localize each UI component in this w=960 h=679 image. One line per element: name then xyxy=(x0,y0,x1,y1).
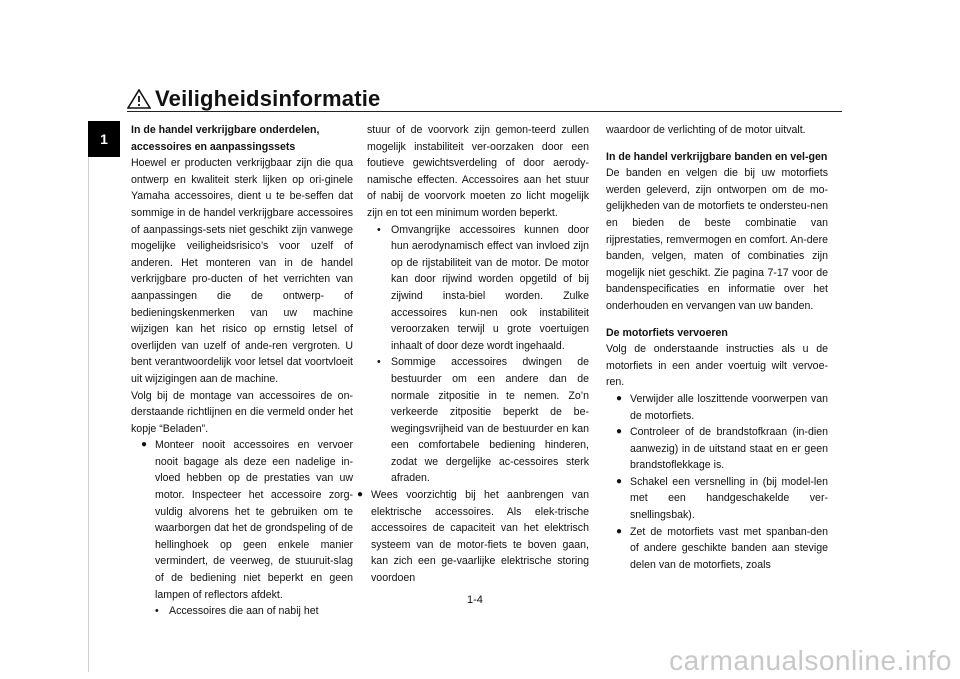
paragraph: Volg de onderstaande instructies als u de motorfiets in een ander voertuig wilt vervoe-ren. xyxy=(606,343,828,389)
dash-marker: • xyxy=(155,605,159,618)
list-item-text: Wees voorzichtig bij het aanbrengen van elektrische accessoires. Als elek-trische accessoires de capaciteit van het elektrisch systeem van de motor-fiets te boven gaan, kan zich een ge-vaarlijke elektrische storing voordoen xyxy=(371,489,589,585)
bullet-marker: ● xyxy=(616,525,623,537)
page-title xyxy=(127,86,380,112)
paragraph: Volg bij de montage van accessoires de on-derstaande richtlijnen en die vermeld onder het kopje “Beladen”. xyxy=(131,389,353,435)
chapter-tab: 1 xyxy=(88,121,120,157)
list-item xyxy=(616,391,828,424)
sub-list-item xyxy=(377,354,589,487)
section-heading-banden: In de handel verkrijgbare banden en vel-gen xyxy=(606,150,828,163)
title-text: Veiligheidsinformatie xyxy=(155,86,381,111)
section-heading-vervoeren: De motorfiets vervoeren xyxy=(606,326,728,339)
list-item-text: Sommige accessoires dwingen de bestuurder om een andere dan de normale zitpositie in te nemen. Zo’n verkeerde zitpositie beperkt de be-wegingsvrijheid van de bestuurder en kan een comfortabele bediening hinderen, zodat we dergelijke ac-cessoires sterk afraden. xyxy=(391,356,589,485)
dash-marker: • xyxy=(377,223,381,236)
list-item-text: Controleer of de brandstofkraan (in-dien aanwezig) in de uitstand staat en er geen brandstoflekkage is. xyxy=(630,426,828,472)
bullet-marker: ● xyxy=(141,439,148,451)
section-heading-accessoires: In de handel verkrijgbare onderdelen, accessoires en aanpassingssets xyxy=(131,124,320,153)
column-1 xyxy=(131,122,353,620)
list-item-text: Verwijder alle loszittende voorwerpen van de motorfiets. xyxy=(630,392,828,422)
list-item-text: Accessoires die aan of nabij het xyxy=(169,605,319,618)
paragraph: waardoor de verlichting of de motor uitvalt. xyxy=(606,124,806,136)
list-item xyxy=(616,424,828,474)
list-item xyxy=(357,487,589,587)
list-item-text: Omvangrijke accessoires kunnen door hun aerodynamisch effect van invloed zijn op de rijstabiliteit van de motor. De motor kan door rijwind worden opgetild of bij zijwind insta-biel worden. Zulke accessoires kun-nen ook instabiliteit veroorzaken terwijl u grote voertuigen inhaalt of door deze wordt ingehaald. xyxy=(391,223,589,352)
column-2 xyxy=(357,122,589,587)
bullet-marker: ● xyxy=(616,475,623,487)
sub-list-item xyxy=(377,222,589,355)
title-rule xyxy=(127,111,842,112)
paragraph: stuur of de voorvork zijn gemon-teerd zullen mogelijk instabiliteit ver-oorzaken door een foutieve gewichtsverdeling of door aerody-namische effecten. Accessoires aan het stuur of nabij de voorvork moeten zo licht mogelijk zijn en tot een minimum worden beperkt. xyxy=(367,124,589,219)
chapter-strip xyxy=(88,157,89,672)
list-item xyxy=(141,437,353,603)
dash-marker: • xyxy=(377,356,381,369)
warning-triangle-icon xyxy=(127,89,151,109)
column-3 xyxy=(606,122,828,573)
bullet-marker: ● xyxy=(616,426,623,438)
page-number: 1-4 xyxy=(467,594,483,606)
list-item xyxy=(616,474,828,524)
list-item xyxy=(616,524,828,574)
paragraph: De banden en velgen die bij uw motorfiets werden geleverd, zijn ontworpen om de mo-gelijkheden van de motorfiets te ondersteu-nen en bieden de beste combinatie van rijprestaties, remvermogen en comfort. An-dere banden, velgen, maten of combinaties zijn mogelijk niet geschikt. Zie pagina 7-17 voor de bandenspecificaties en informatie over het onderhouden en vervangen van uw banden. xyxy=(606,167,828,312)
list-item-text: Monteer nooit accessoires en vervoer nooit bagage als deze een nadelige in-vloed hebben op de prestaties van uw motor. Inspecteer het accessoire zorg-vuldig alvorens het te gebruiken om te waarborgen dat het de grondspeling of de hellinghoek op geen enkele manier vermindert, de veerweg, de stuuruit-slag of de bediening niet beperkt en geen lampen of reflectors afdekt. xyxy=(155,439,353,601)
bullet-marker: ● xyxy=(616,392,623,404)
list-item-text: Schakel een versnelling in (bij model-len met een handgeschakelde ver-snellingsbak). xyxy=(630,475,828,522)
bullet-marker: ● xyxy=(357,489,364,501)
sub-list-item xyxy=(155,603,353,620)
list-item-text: Zet de motorfiets vast met spanban-den of andere geschikte banden aan stevige delen van de motorfiets, zoals xyxy=(630,525,828,571)
watermark: carmanualsonline.info xyxy=(669,645,952,676)
paragraph: Hoewel er producten verkrijgbaar zijn die qua ontwerp en kwaliteit sterk lijken op ori-ginele Yamaha accessoires, dient u te be-seffen dat sommige in de handel verkrijgbare accessoires of aanpassings-sets niet geschikt zijn vanwege mogelijke veiligheidsrisico’s voor uzelf of anderen. Het monteren van in de handel verkrijgbare pro-ducten of het verrichten van aanpassingen die de ontwerp- of bedieningskenmerken van uw machine wijzigen kan het risico op ernstig letsel of overlijden van uzelf of ande-ren vergroten. U bent verantwoordelijk voor letsel dat voortvloeit uit wijzigingen aan de machine. xyxy=(131,157,353,385)
